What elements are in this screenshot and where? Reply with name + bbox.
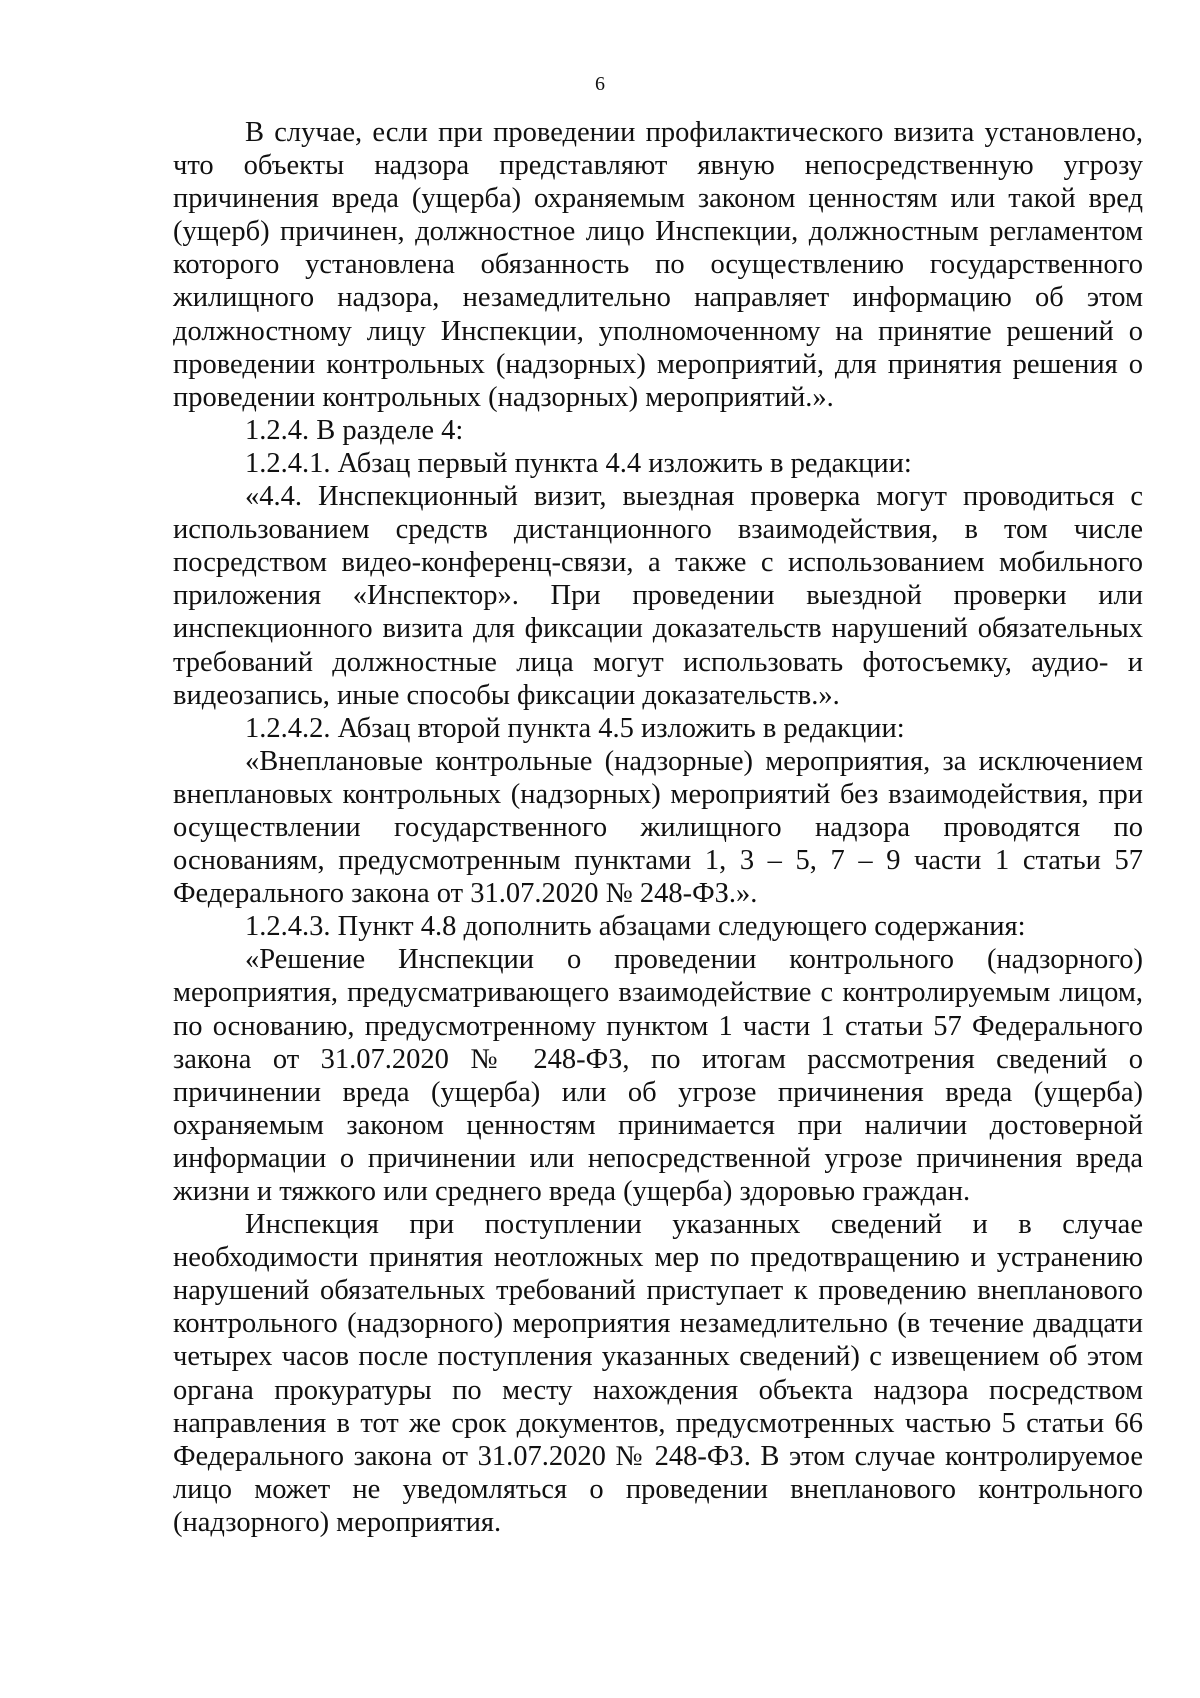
document-body — [173, 116, 1143, 1539]
paragraph-amend-4-5-intro: 1.2.4.2. Абзац второй пункта 4.5 изложить в редакции: — [245, 712, 905, 744]
paragraph-amend-4-5-text: «Внеплановые контрольные (надзорные) мероприятия, за исключением внеплановых контрольных (надзорных) мероприятий без взаимодействия, при осуществлении государственного жилищного надзора проводятся по основаниям, предусмотренным пунктами 1, 3 – 5, 7 – 9 части 1 статьи 57 Федерального закона от 31.07.2020 № 248-ФЗ.». — [173, 745, 1143, 910]
paragraph-amend-4-4-intro: 1.2.4.1. Абзац первый пункта 4.4 изложить в редакции: — [245, 447, 912, 479]
page-number: 6 — [595, 73, 605, 95]
paragraph-inspection-visit-threat: В случае, если при проведении профилактического визита установлено, что объекты надзора представляют явную непосредственную угрозу причинения вреда (ущерба) охраняемым законом ценностям или такой вред (ущерб) причинен, должностное лицо Инспекции, должностным регламентом которого установлена обязанность по осуществлению государственного жилищного надзора, незамедлительно направляет информацию об этом должностному лицу Инспекции, уполномоченному на принятие решений о проведении контрольных (надзорных) мероприятий, для принятия решения о проведении контрольных (надзорных) мероприятий.». — [173, 117, 1143, 413]
paragraph-section-4-heading: 1.2.4. В разделе 4: — [245, 414, 464, 446]
paragraph-amend-4-8-decision: «Решение Инспекции о проведении контрольного (надзорного) мероприятия, предусматривающего взаимодействие с контролируемым лицом, по основанию, предусмотренному пунктом 1 части 1 статьи 57 Федерального закона от 31.07.2020 № 248-ФЗ, по итогам рассмотрения сведений о причинении вреда (ущерба) или об угрозе причинения вреда (ущерба) охраняемым законом ценностям принимается при наличии достоверной информации о причинении или непосредственной угрозе причинения вреда жизни и тяжкого или среднего вреда (ущерба) здоровью граждан. — [173, 944, 1143, 1207]
paragraph-amend-4-8-intro: 1.2.4.3. Пункт 4.8 дополнить абзацами следующего содержания: — [245, 911, 1026, 943]
paragraph-amend-4-4-text: «4.4. Инспекционный визит, выездная проверка могут проводиться с использованием средств дистанционного взаимодействия, в том числе посредством видео-конференц-связи, а также с использованием мобильного приложения «Инспектор». При проведении выездной проверки или инспекционного визита для фиксации доказательств нарушений обязательных требований должностные лица могут использовать фотосъемку, аудио- и видеозапись, иные способы фиксации доказательств.». — [173, 481, 1143, 711]
paragraph-amend-4-8-urgent: Инспекция при поступлении указанных сведений и в случае необходимости принятия неотложных мер по предотвращению и устранению нарушений обязательных требований приступает к проведению внепланового контрольного (надзорного) мероприятия незамедлительно (в течение двадцати четырех часов после поступления указанных сведений) с извещением об этом органа прокуратуры по месту нахождения объекта надзора посредством направления в тот же срок документов, предусмотренных частью 5 статьи 66 Федерального закона от 31.07.2020 № 248-ФЗ. В этом случае контролируемое лицо может не уведомляться о проведении внепланового контрольного (надзорного) мероприятия. — [173, 1209, 1143, 1538]
